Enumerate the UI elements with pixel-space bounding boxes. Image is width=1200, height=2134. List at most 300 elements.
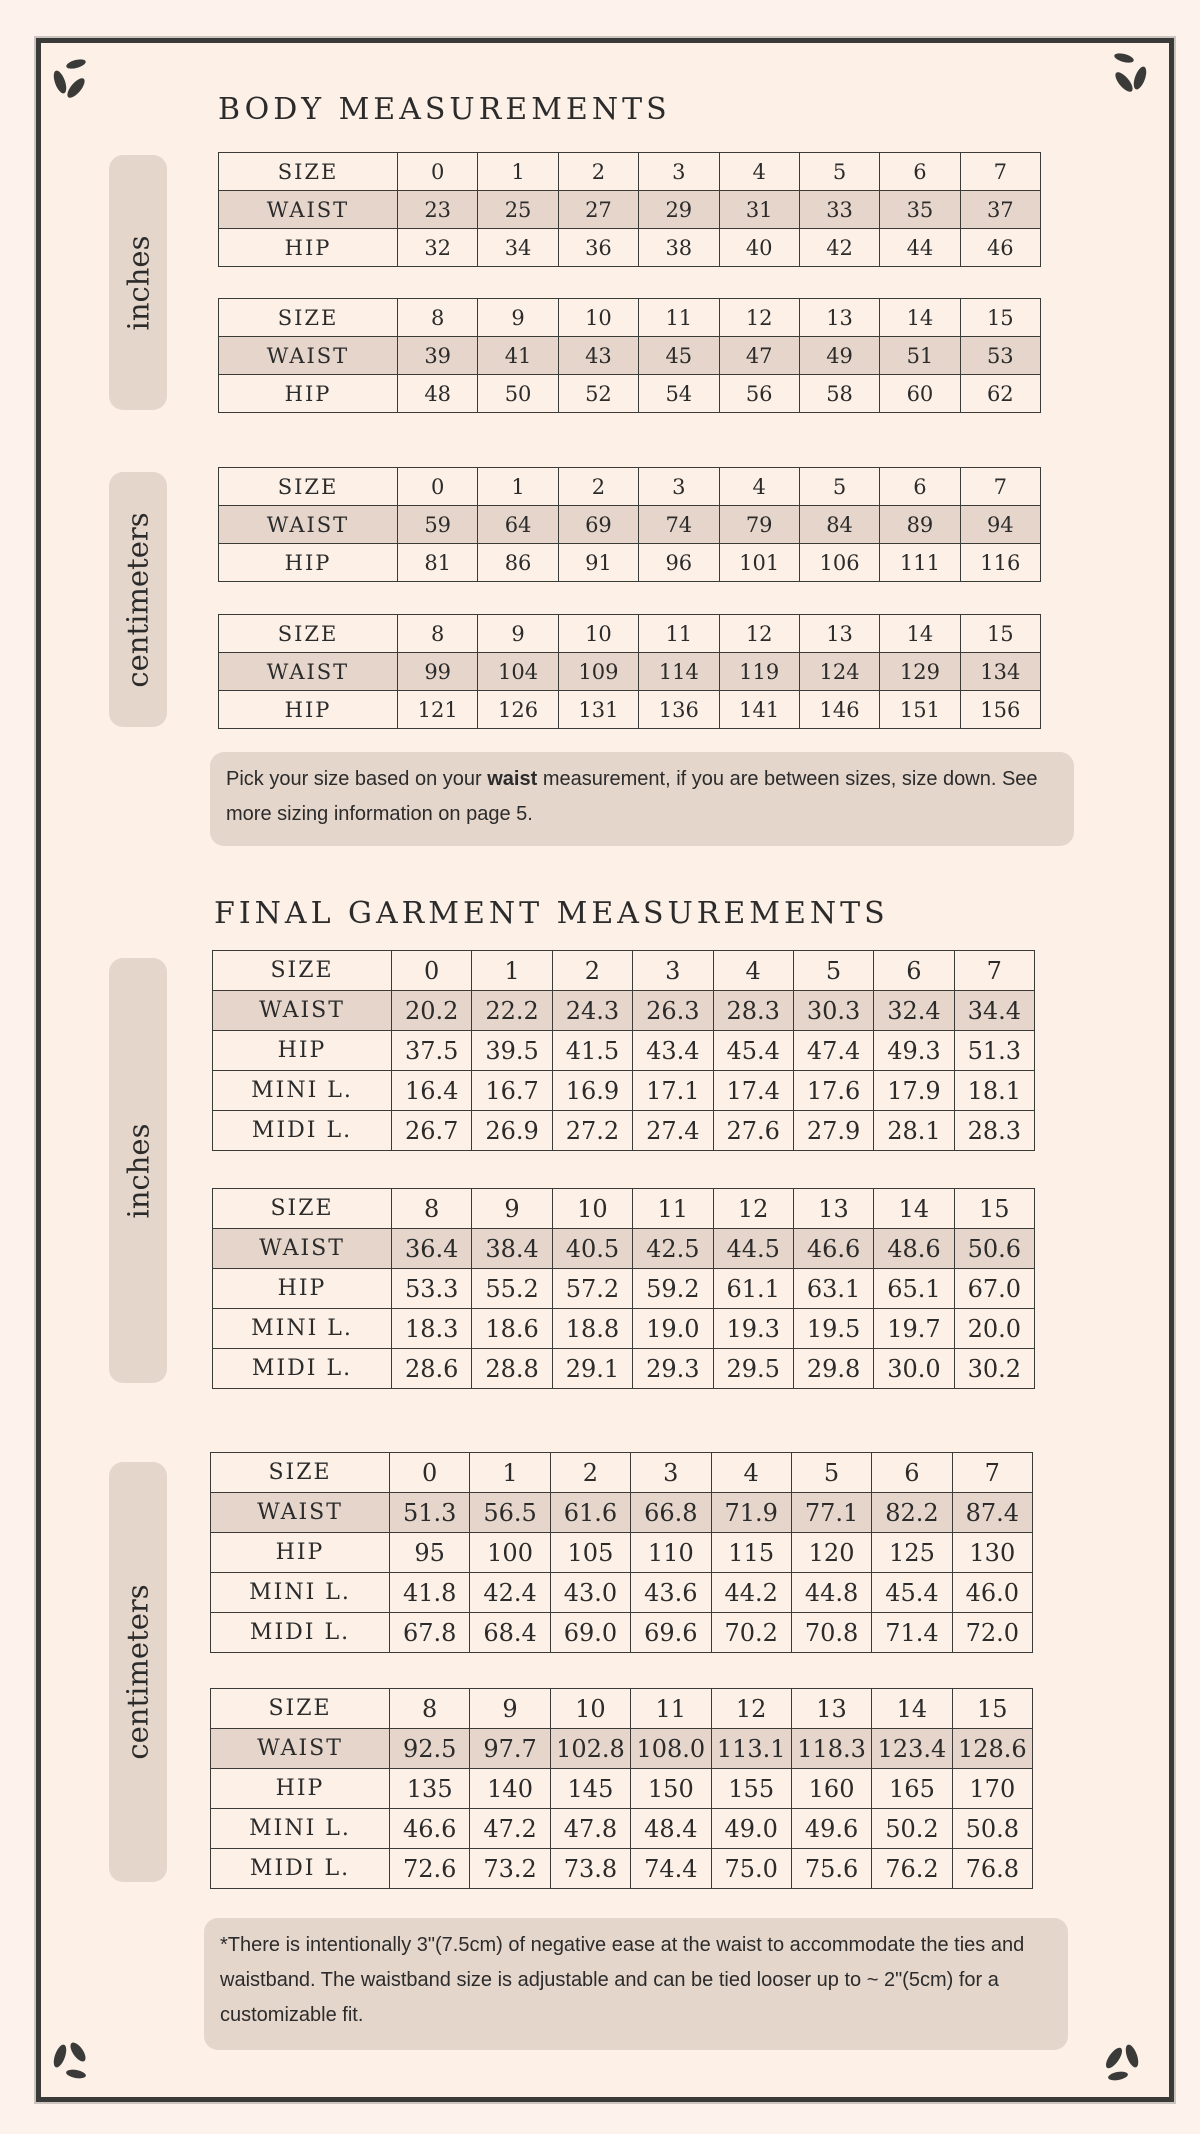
table-cell: 75.6	[791, 1849, 871, 1889]
table-cell: 109	[558, 653, 638, 691]
row-label: HIP	[213, 1031, 392, 1071]
row-label: MIDI L.	[213, 1111, 392, 1151]
table-cell: 12	[719, 299, 799, 337]
waist-row	[219, 506, 1041, 544]
table-cell: 91	[558, 544, 638, 582]
side-tab-centimeters	[109, 472, 167, 727]
table-cell: 151	[880, 691, 960, 729]
table-cell: 101	[719, 544, 799, 582]
table-cell: 31	[719, 191, 799, 229]
table-cell: 50.6	[954, 1229, 1034, 1269]
mini-row	[211, 1809, 1033, 1849]
table-cell: 49.0	[711, 1809, 791, 1849]
table-cell: 27.2	[552, 1111, 632, 1151]
table-cell: 9	[472, 1189, 552, 1229]
size-row	[219, 615, 1041, 653]
table-cell: 40.5	[552, 1229, 632, 1269]
table-cell: 30.2	[954, 1349, 1034, 1389]
table-cell: 67.0	[954, 1269, 1034, 1309]
table-cell: 2	[558, 468, 638, 506]
table-cell: 20.2	[392, 991, 472, 1031]
table-cell: 69.0	[550, 1613, 630, 1653]
table-cell: 8	[398, 299, 478, 337]
table-cell: 50.2	[872, 1809, 952, 1849]
table-cell: 15	[954, 1189, 1034, 1229]
table-cell: 45.4	[872, 1573, 952, 1613]
table-cell: 146	[799, 691, 879, 729]
table-cell: 26.7	[392, 1111, 472, 1151]
table-cell: 89	[880, 506, 960, 544]
table-cell: 0	[390, 1453, 470, 1493]
table-cell: 28.1	[874, 1111, 954, 1151]
table-cell: 71.9	[711, 1493, 791, 1533]
table-cell: 40	[719, 229, 799, 267]
row-label: HIP	[213, 1269, 392, 1309]
mini-row	[213, 1309, 1035, 1349]
table-cell: 17.6	[793, 1071, 873, 1111]
table-cell: 17.9	[874, 1071, 954, 1111]
table-cell: 13	[791, 1689, 871, 1729]
table-cell: 73.2	[470, 1849, 550, 1889]
table-cell: 3	[633, 951, 713, 991]
mini-row	[213, 1071, 1035, 1111]
mini-row	[211, 1573, 1033, 1613]
size-row	[213, 951, 1035, 991]
table-cell: 29	[639, 191, 719, 229]
table-cell: 19.7	[874, 1309, 954, 1349]
table-cell: 126	[478, 691, 558, 729]
table-cell: 18.1	[954, 1071, 1034, 1111]
table-cell: 59	[398, 506, 478, 544]
table-cell: 47.2	[470, 1809, 550, 1849]
table-cell: 99	[398, 653, 478, 691]
table-cell: 110	[631, 1533, 711, 1573]
table-cell: 27	[558, 191, 638, 229]
table-cell: 13	[799, 615, 879, 653]
hip-row	[211, 1533, 1033, 1573]
table-cell: 63.1	[793, 1269, 873, 1309]
table-cell: 120	[791, 1533, 871, 1573]
side-tab-inches	[109, 155, 167, 410]
body-table-inches-0-7	[218, 152, 1041, 267]
table-cell: 70.8	[791, 1613, 871, 1653]
row-label: MINI L.	[211, 1809, 390, 1849]
table-cell: 14	[880, 299, 960, 337]
table-cell: 59.2	[633, 1269, 713, 1309]
row-label: HIP	[211, 1769, 390, 1809]
garment-table-inches-0-7	[212, 950, 1035, 1151]
table-cell: 67.8	[390, 1613, 470, 1653]
table-cell: 6	[872, 1453, 952, 1493]
table-cell: 43	[558, 337, 638, 375]
size-row	[213, 1189, 1035, 1229]
table-cell: 7	[960, 153, 1040, 191]
table-cell: 111	[880, 544, 960, 582]
table-cell: 9	[478, 615, 558, 653]
table-cell: 44.5	[713, 1229, 793, 1269]
table-cell: 74.4	[631, 1849, 711, 1889]
row-label: WAIST	[219, 337, 398, 375]
table-cell: 29.1	[552, 1349, 632, 1389]
table-cell: 44.2	[711, 1573, 791, 1613]
body-size-note	[210, 752, 1074, 846]
table-cell: 92.5	[390, 1729, 470, 1769]
side-tab-centimeters	[109, 1462, 167, 1882]
table-cell: 106	[799, 544, 879, 582]
row-label: MIDI L.	[211, 1613, 390, 1653]
table-cell: 56.5	[470, 1493, 550, 1533]
table-cell: 50	[478, 375, 558, 413]
table-cell: 47.8	[550, 1809, 630, 1849]
table-cell: 131	[558, 691, 638, 729]
table-cell: 97.7	[470, 1729, 550, 1769]
row-label: SIZE	[211, 1689, 390, 1729]
table-cell: 155	[711, 1769, 791, 1809]
table-cell: 4	[713, 951, 793, 991]
table-cell: 15	[960, 615, 1040, 653]
table-cell: 27.6	[713, 1111, 793, 1151]
row-label: WAIST	[211, 1493, 390, 1533]
row-label: SIZE	[219, 299, 398, 337]
table-cell: 51.3	[390, 1493, 470, 1533]
note-text: measurement, if you are between sizes, size down. See more sizing information on page 5.	[226, 768, 1038, 825]
table-cell: 13	[799, 299, 879, 337]
body-measurements-title: BODY MEASUREMENTS	[218, 92, 671, 127]
row-label: SIZE	[219, 153, 398, 191]
table-cell: 65.1	[874, 1269, 954, 1309]
body-table-cm-0-7	[218, 467, 1041, 582]
table-cell: 53	[960, 337, 1040, 375]
table-cell: 95	[390, 1533, 470, 1573]
table-cell: 36.4	[392, 1229, 472, 1269]
garment-table-inches-8-15	[212, 1188, 1035, 1389]
table-cell: 116	[960, 544, 1040, 582]
table-cell: 8	[392, 1189, 472, 1229]
table-cell: 18.3	[392, 1309, 472, 1349]
table-cell: 45.4	[713, 1031, 793, 1071]
table-cell: 5	[793, 951, 873, 991]
table-cell: 38.4	[472, 1229, 552, 1269]
table-cell: 2	[552, 951, 632, 991]
body-table-cm-8-15	[218, 614, 1041, 729]
table-cell: 41	[478, 337, 558, 375]
table-cell: 11	[633, 1189, 713, 1229]
table-cell: 84	[799, 506, 879, 544]
table-cell: 4	[711, 1453, 791, 1493]
table-cell: 16.9	[552, 1071, 632, 1111]
table-cell: 4	[719, 468, 799, 506]
hip-row	[219, 544, 1041, 582]
row-label: WAIST	[213, 991, 392, 1031]
table-cell: 43.4	[633, 1031, 713, 1071]
table-cell: 53.3	[392, 1269, 472, 1309]
table-cell: 66.8	[631, 1493, 711, 1533]
table-cell: 13	[793, 1189, 873, 1229]
table-cell: 115	[711, 1533, 791, 1573]
midi-row	[211, 1613, 1033, 1653]
table-cell: 7	[952, 1453, 1032, 1493]
table-cell: 1	[470, 1453, 550, 1493]
table-cell: 3	[631, 1453, 711, 1493]
size-row	[211, 1453, 1033, 1493]
table-cell: 52	[558, 375, 638, 413]
hip-row	[219, 229, 1041, 267]
table-cell: 61.1	[713, 1269, 793, 1309]
table-cell: 0	[392, 951, 472, 991]
table-cell: 30.3	[793, 991, 873, 1031]
leaf-ornament-icon	[46, 52, 96, 102]
table-cell: 19.3	[713, 1309, 793, 1349]
table-cell: 17.4	[713, 1071, 793, 1111]
table-cell: 64	[478, 506, 558, 544]
table-cell: 29.3	[633, 1349, 713, 1389]
table-cell: 1	[478, 153, 558, 191]
table-cell: 15	[952, 1689, 1032, 1729]
table-cell: 18.8	[552, 1309, 632, 1349]
table-cell: 29.8	[793, 1349, 873, 1389]
table-cell: 75.0	[711, 1849, 791, 1889]
table-cell: 12	[713, 1189, 793, 1229]
size-row	[211, 1689, 1033, 1729]
table-cell: 12	[719, 615, 799, 653]
table-cell: 9	[470, 1689, 550, 1729]
table-cell: 134	[960, 653, 1040, 691]
table-cell: 136	[639, 691, 719, 729]
table-cell: 46.6	[390, 1809, 470, 1849]
table-cell: 42.4	[470, 1573, 550, 1613]
table-cell: 119	[719, 653, 799, 691]
table-cell: 94	[960, 506, 1040, 544]
row-label: MINI L.	[213, 1071, 392, 1111]
table-cell: 36	[558, 229, 638, 267]
side-tab-inches	[109, 958, 167, 1383]
garment-table-cm-8-15	[210, 1688, 1033, 1889]
table-cell: 10	[550, 1689, 630, 1729]
table-cell: 8	[398, 615, 478, 653]
table-cell: 15	[960, 299, 1040, 337]
table-cell: 61.6	[550, 1493, 630, 1533]
table-cell: 7	[954, 951, 1034, 991]
hip-row	[219, 375, 1041, 413]
size-row	[219, 153, 1041, 191]
table-cell: 49	[799, 337, 879, 375]
table-cell: 44.8	[791, 1573, 871, 1613]
side-tab-label: centimeters	[121, 511, 156, 688]
table-cell: 2	[550, 1453, 630, 1493]
row-label: MIDI L.	[213, 1349, 392, 1389]
midi-row	[211, 1849, 1033, 1889]
table-cell: 49.6	[791, 1809, 871, 1849]
table-cell: 1	[472, 951, 552, 991]
table-cell: 26.3	[633, 991, 713, 1031]
table-cell: 28.3	[954, 1111, 1034, 1151]
table-cell: 26.9	[472, 1111, 552, 1151]
table-cell: 79	[719, 506, 799, 544]
row-label: WAIST	[211, 1729, 390, 1769]
garment-ease-note	[204, 1918, 1068, 2050]
table-cell: 2	[558, 153, 638, 191]
table-cell: 6	[874, 951, 954, 991]
table-cell: 11	[631, 1689, 711, 1729]
row-label: SIZE	[213, 1189, 392, 1229]
table-cell: 27.9	[793, 1111, 873, 1151]
table-cell: 23	[398, 191, 478, 229]
table-cell: 74	[639, 506, 719, 544]
table-cell: 41.5	[552, 1031, 632, 1071]
table-cell: 19.5	[793, 1309, 873, 1349]
table-cell: 34	[478, 229, 558, 267]
table-cell: 69.6	[631, 1613, 711, 1653]
hip-row	[219, 691, 1041, 729]
note-text: *There is intentionally 3"(7.5cm) of negative ease at the waist to accommodate the ties and waistband. The waistband size is adjustable and can be tied looser up to ~ 2"(5cm) for a customizable fit.	[220, 1934, 1025, 2026]
table-cell: 11	[639, 615, 719, 653]
table-cell: 32	[398, 229, 478, 267]
table-cell: 87.4	[952, 1493, 1032, 1533]
row-label: WAIST	[213, 1229, 392, 1269]
table-cell: 130	[952, 1533, 1032, 1573]
table-cell: 121	[398, 691, 478, 729]
table-cell: 16.7	[472, 1071, 552, 1111]
table-cell: 4	[719, 153, 799, 191]
table-cell: 72.0	[952, 1613, 1032, 1653]
table-cell: 46.6	[793, 1229, 873, 1269]
garment-measurements-title: FINAL GARMENT MEASUREMENTS	[214, 896, 889, 931]
waist-row	[219, 337, 1041, 375]
table-cell: 71.4	[872, 1613, 952, 1653]
table-cell: 114	[639, 653, 719, 691]
table-cell: 39.5	[472, 1031, 552, 1071]
table-cell: 81	[398, 544, 478, 582]
table-cell: 102.8	[550, 1729, 630, 1769]
row-label: MINI L.	[213, 1309, 392, 1349]
table-cell: 46	[960, 229, 1040, 267]
note-bold-text: waist	[487, 768, 538, 790]
table-cell: 68.4	[470, 1613, 550, 1653]
row-label: MIDI L.	[211, 1849, 390, 1889]
table-cell: 29.5	[713, 1349, 793, 1389]
table-cell: 34.4	[954, 991, 1034, 1031]
table-cell: 113.1	[711, 1729, 791, 1769]
table-cell: 43.6	[631, 1573, 711, 1613]
table-cell: 129	[880, 653, 960, 691]
table-cell: 69	[558, 506, 638, 544]
row-label: WAIST	[219, 506, 398, 544]
table-cell: 150	[631, 1769, 711, 1809]
table-cell: 33	[799, 191, 879, 229]
waist-row	[211, 1729, 1033, 1769]
side-tab-label: inches	[121, 235, 156, 330]
table-cell: 72.6	[390, 1849, 470, 1889]
table-cell: 141	[719, 691, 799, 729]
table-cell: 42.5	[633, 1229, 713, 1269]
row-label: HIP	[211, 1533, 390, 1573]
body-table-inches-8-15	[218, 298, 1041, 413]
table-cell: 32.4	[874, 991, 954, 1031]
table-cell: 24.3	[552, 991, 632, 1031]
table-cell: 10	[552, 1189, 632, 1229]
table-cell: 30.0	[874, 1349, 954, 1389]
table-cell: 50.8	[952, 1809, 1032, 1849]
table-cell: 108.0	[631, 1729, 711, 1769]
row-label: WAIST	[219, 191, 398, 229]
row-label: SIZE	[219, 468, 398, 506]
table-cell: 82.2	[872, 1493, 952, 1533]
waist-row	[219, 653, 1041, 691]
table-cell: 3	[639, 153, 719, 191]
table-cell: 11	[639, 299, 719, 337]
table-cell: 47.4	[793, 1031, 873, 1071]
table-cell: 105	[550, 1533, 630, 1573]
table-cell: 58	[799, 375, 879, 413]
table-cell: 104	[478, 653, 558, 691]
hip-row	[213, 1269, 1035, 1309]
table-cell: 20.0	[954, 1309, 1034, 1349]
midi-row	[213, 1111, 1035, 1151]
midi-row	[213, 1349, 1035, 1389]
table-cell: 28.6	[392, 1349, 472, 1389]
table-cell: 145	[550, 1769, 630, 1809]
table-cell: 118.3	[791, 1729, 871, 1769]
table-cell: 123.4	[872, 1729, 952, 1769]
waist-row	[213, 991, 1035, 1031]
side-tab-label: inches	[121, 1123, 156, 1218]
table-cell: 5	[799, 153, 879, 191]
table-cell: 1	[478, 468, 558, 506]
table-cell: 57.2	[552, 1269, 632, 1309]
table-cell: 125	[872, 1533, 952, 1573]
note-text: Pick your size based on your	[226, 768, 488, 790]
table-cell: 100	[470, 1533, 550, 1573]
table-cell: 160	[791, 1769, 871, 1809]
row-label: SIZE	[211, 1453, 390, 1493]
table-cell: 25	[478, 191, 558, 229]
table-cell: 165	[872, 1769, 952, 1809]
table-cell: 5	[791, 1453, 871, 1493]
table-cell: 6	[880, 153, 960, 191]
leaf-ornament-icon	[46, 2034, 96, 2084]
table-cell: 10	[558, 615, 638, 653]
table-cell: 3	[639, 468, 719, 506]
hip-row	[211, 1769, 1033, 1809]
table-cell: 22.2	[472, 991, 552, 1031]
table-cell: 128.6	[952, 1729, 1032, 1769]
row-label: HIP	[219, 229, 398, 267]
table-cell: 27.4	[633, 1111, 713, 1151]
table-cell: 5	[799, 468, 879, 506]
table-cell: 44	[880, 229, 960, 267]
table-cell: 156	[960, 691, 1040, 729]
side-tab-label: centimeters	[121, 1584, 156, 1760]
table-cell: 28.3	[713, 991, 793, 1031]
table-cell: 48.6	[874, 1229, 954, 1269]
table-cell: 17.1	[633, 1071, 713, 1111]
row-label: HIP	[219, 544, 398, 582]
size-row	[219, 299, 1041, 337]
table-cell: 45	[639, 337, 719, 375]
table-cell: 51	[880, 337, 960, 375]
row-label: MINI L.	[211, 1573, 390, 1613]
table-cell: 70.2	[711, 1613, 791, 1653]
table-cell: 8	[390, 1689, 470, 1729]
hip-row	[213, 1031, 1035, 1071]
leaf-ornament-icon	[1104, 48, 1154, 98]
table-cell: 46.0	[952, 1573, 1032, 1613]
table-cell: 16.4	[392, 1071, 472, 1111]
leaf-ornament-icon	[1096, 2036, 1146, 2086]
table-cell: 37	[960, 191, 1040, 229]
table-cell: 140	[470, 1769, 550, 1809]
table-cell: 18.6	[472, 1309, 552, 1349]
